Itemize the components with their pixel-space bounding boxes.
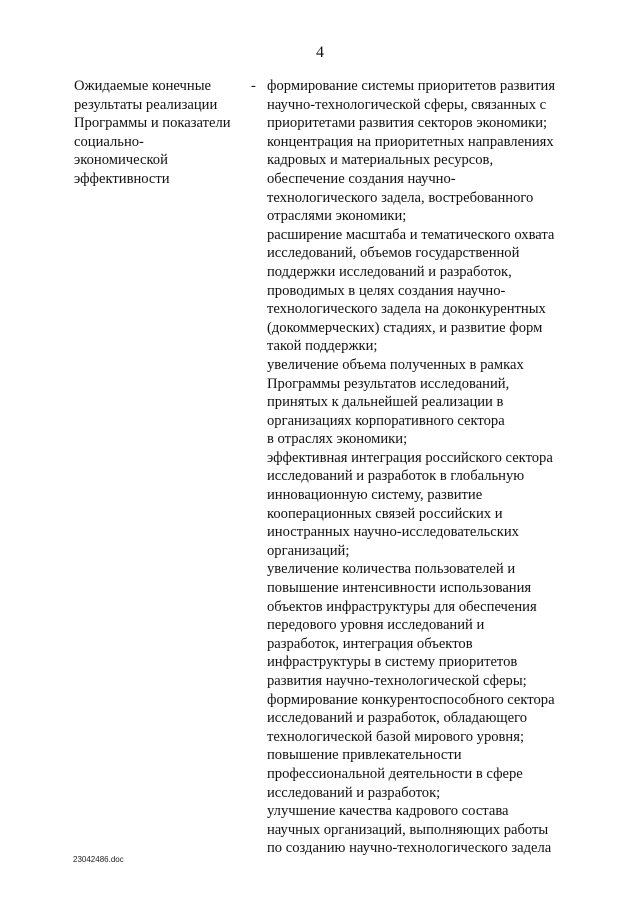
content-line: повышение интенсивности использования xyxy=(267,580,532,597)
content-line: развития научно-технологической сферы; xyxy=(267,673,527,689)
content-line: эффективная интеграция российского сектора xyxy=(267,449,553,466)
label-line: эффективности xyxy=(74,170,170,187)
content-line: увеличение объема полученных в рамках xyxy=(267,356,524,373)
content-line: приоритетами развития секторов экономики; xyxy=(267,115,548,132)
content-line: технологического задела, востребованного xyxy=(267,189,534,206)
content-line: исследований и разработок, обладающего xyxy=(267,710,528,727)
label-line: экономической xyxy=(74,152,168,169)
content-line: научно-технологической сферы, связанных с xyxy=(267,96,547,113)
page-number: 4 xyxy=(316,44,324,61)
content-line: организациях корпоративного сектора xyxy=(267,412,505,429)
content-line: кадровых и материальных ресурсов, xyxy=(267,152,494,169)
content-line: отраслями экономики; xyxy=(267,208,407,225)
content-line: концентрация на приоритетных направлениях xyxy=(267,133,554,150)
section-label xyxy=(74,77,244,189)
content-line: технологического задела на доконкурентных xyxy=(267,301,546,318)
content-line: формирование конкурентоспособного сектора xyxy=(267,691,555,708)
content-line: обеспечение создания научно- xyxy=(267,170,456,187)
content-line: формирование системы приоритетов развития xyxy=(267,78,556,94)
content-line: проводимых в целях создания научно- xyxy=(267,282,506,299)
content-line: разработок, интеграция объектов xyxy=(267,635,473,652)
content-line: увеличение количества пользователей и xyxy=(267,561,516,578)
content-line: Программы результатов исследований, xyxy=(267,375,510,392)
content-line: технологической базой мирового уровня; xyxy=(267,728,525,745)
list-dash: - xyxy=(251,78,256,94)
label-line: социально- xyxy=(74,133,144,150)
label-line: Программы и показатели xyxy=(74,115,231,132)
content-line: организаций; xyxy=(267,542,350,559)
content-line: исследований и разработок; xyxy=(267,784,441,801)
content-line: по созданию научно-технологического задела xyxy=(267,840,552,857)
label-line: Ожидаемые конечные xyxy=(74,78,211,94)
content-line: (докоммерческих) стадиях, и развитие форм xyxy=(267,319,543,336)
content-line: принятых к дальнейшей реализации в xyxy=(267,394,504,411)
content-line: поддержки исследований и разработок, xyxy=(267,263,512,280)
section-content xyxy=(267,77,587,858)
content-line: научных организаций, выполняющих работы xyxy=(267,821,549,838)
content-line: исследований и разработок в глобальную xyxy=(267,468,525,485)
content-line: в отраслях экономики; xyxy=(267,431,408,448)
label-line: результаты реализации xyxy=(74,96,218,113)
content-line: кооперационных связей российских и xyxy=(267,505,503,522)
content-line: повышение привлекательности xyxy=(267,747,462,764)
content-line: исследований, объемов государственной xyxy=(267,245,520,262)
content-line: инфраструктуры в систему приоритетов xyxy=(267,654,518,671)
content-line: передового уровня исследований и xyxy=(267,617,485,634)
content-line: инновационную систему, развитие xyxy=(267,487,483,504)
content-line: иностранных научно-исследовательских xyxy=(267,524,519,541)
content-line: улучшение качества кадрового состава xyxy=(267,803,509,820)
footer-filename: 23042486.doc xyxy=(73,855,124,864)
content-line: объектов инфраструктуры для обеспечения xyxy=(267,598,537,615)
content-line: профессиональной деятельности в сфере xyxy=(267,765,523,782)
content-line: расширение масштаба и тематического охвата xyxy=(267,226,555,243)
content-line: такой поддержки; xyxy=(267,338,378,355)
